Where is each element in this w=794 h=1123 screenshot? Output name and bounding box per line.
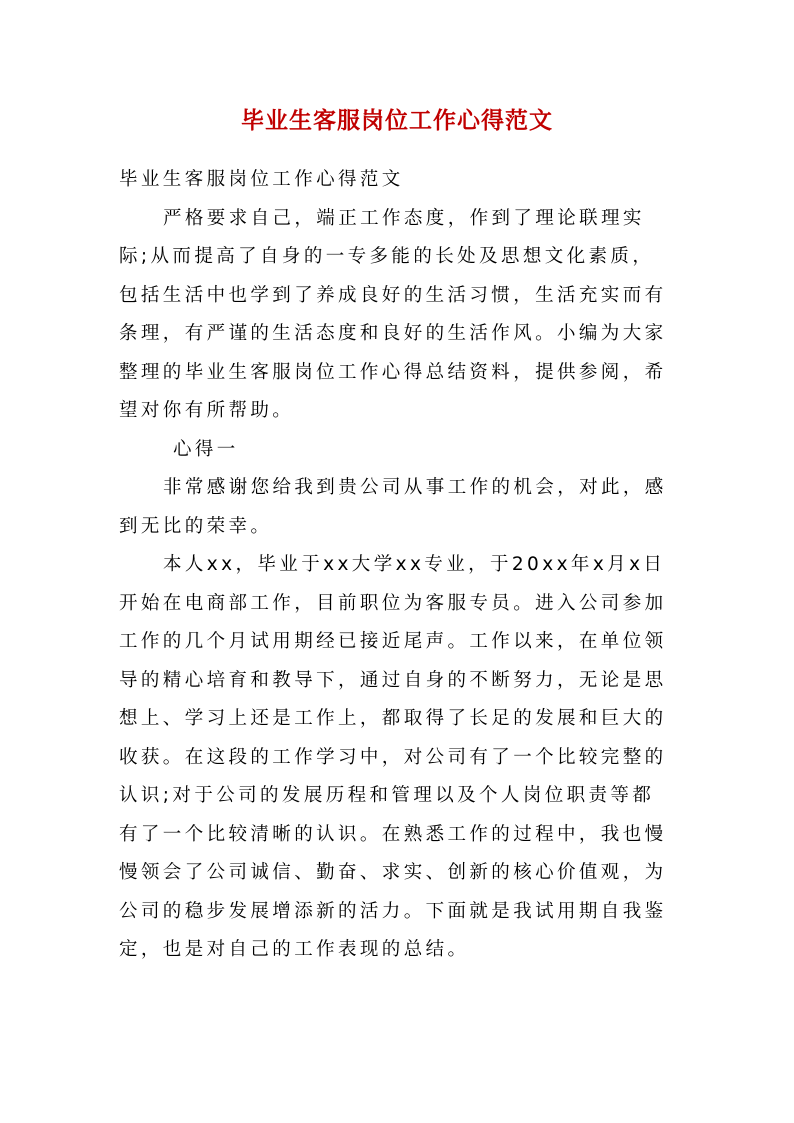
self-review-paragraph: 本人xx，毕业于xx大学xx专业，于20xx年x月x日开始在电商部工作，目前职位为客服专员。进入公司参加工作的几个月试用期经已接近尾声。工作以来，在单位领导的精心培育和教导下，通过自身的不断努力，无论是思想上、学习上还是工作上，都取得了长足的发展和巨大的收获。在这段的工作学习中，对公司有了一个比较完整的认识;对于公司的发展历程和管理以及个人岗位职责等都有了一个比较清晰的认识。在熟悉工作的过程中，我也慢慢领会了公司诚信、勤奋、求实、创新的核心价值观，为公司的稳步发展增添新的活力。下面就是我试用期自我鉴定，也是对自己的工作表现的总结。 [119,554,667,960]
body-heading: 毕业生客服岗位工作心得范文 [119,169,404,190]
document-title: 毕业生客服岗位工作心得范文 [241,107,553,134]
intro-paragraph: 严格要求自己，端正工作态度，作到了理论联理实际;从而提高了自身的一专多能的长处及思想文化素质，包括生活中也学到了养成良好的生活习惯，生活充实而有条理，有严谨的生活态度和良好的生活作风。小编为大家整理的毕业生客服岗位工作心得总结资料，提供参阅，希望对你有所帮助。 [119,207,667,421]
document-body [119,161,675,970]
section-heading: 心得一 [173,438,239,460]
thanks-paragraph: 非常感谢您给我到贵公司从事工作的机会，对此，感到无比的荣幸。 [119,477,667,537]
